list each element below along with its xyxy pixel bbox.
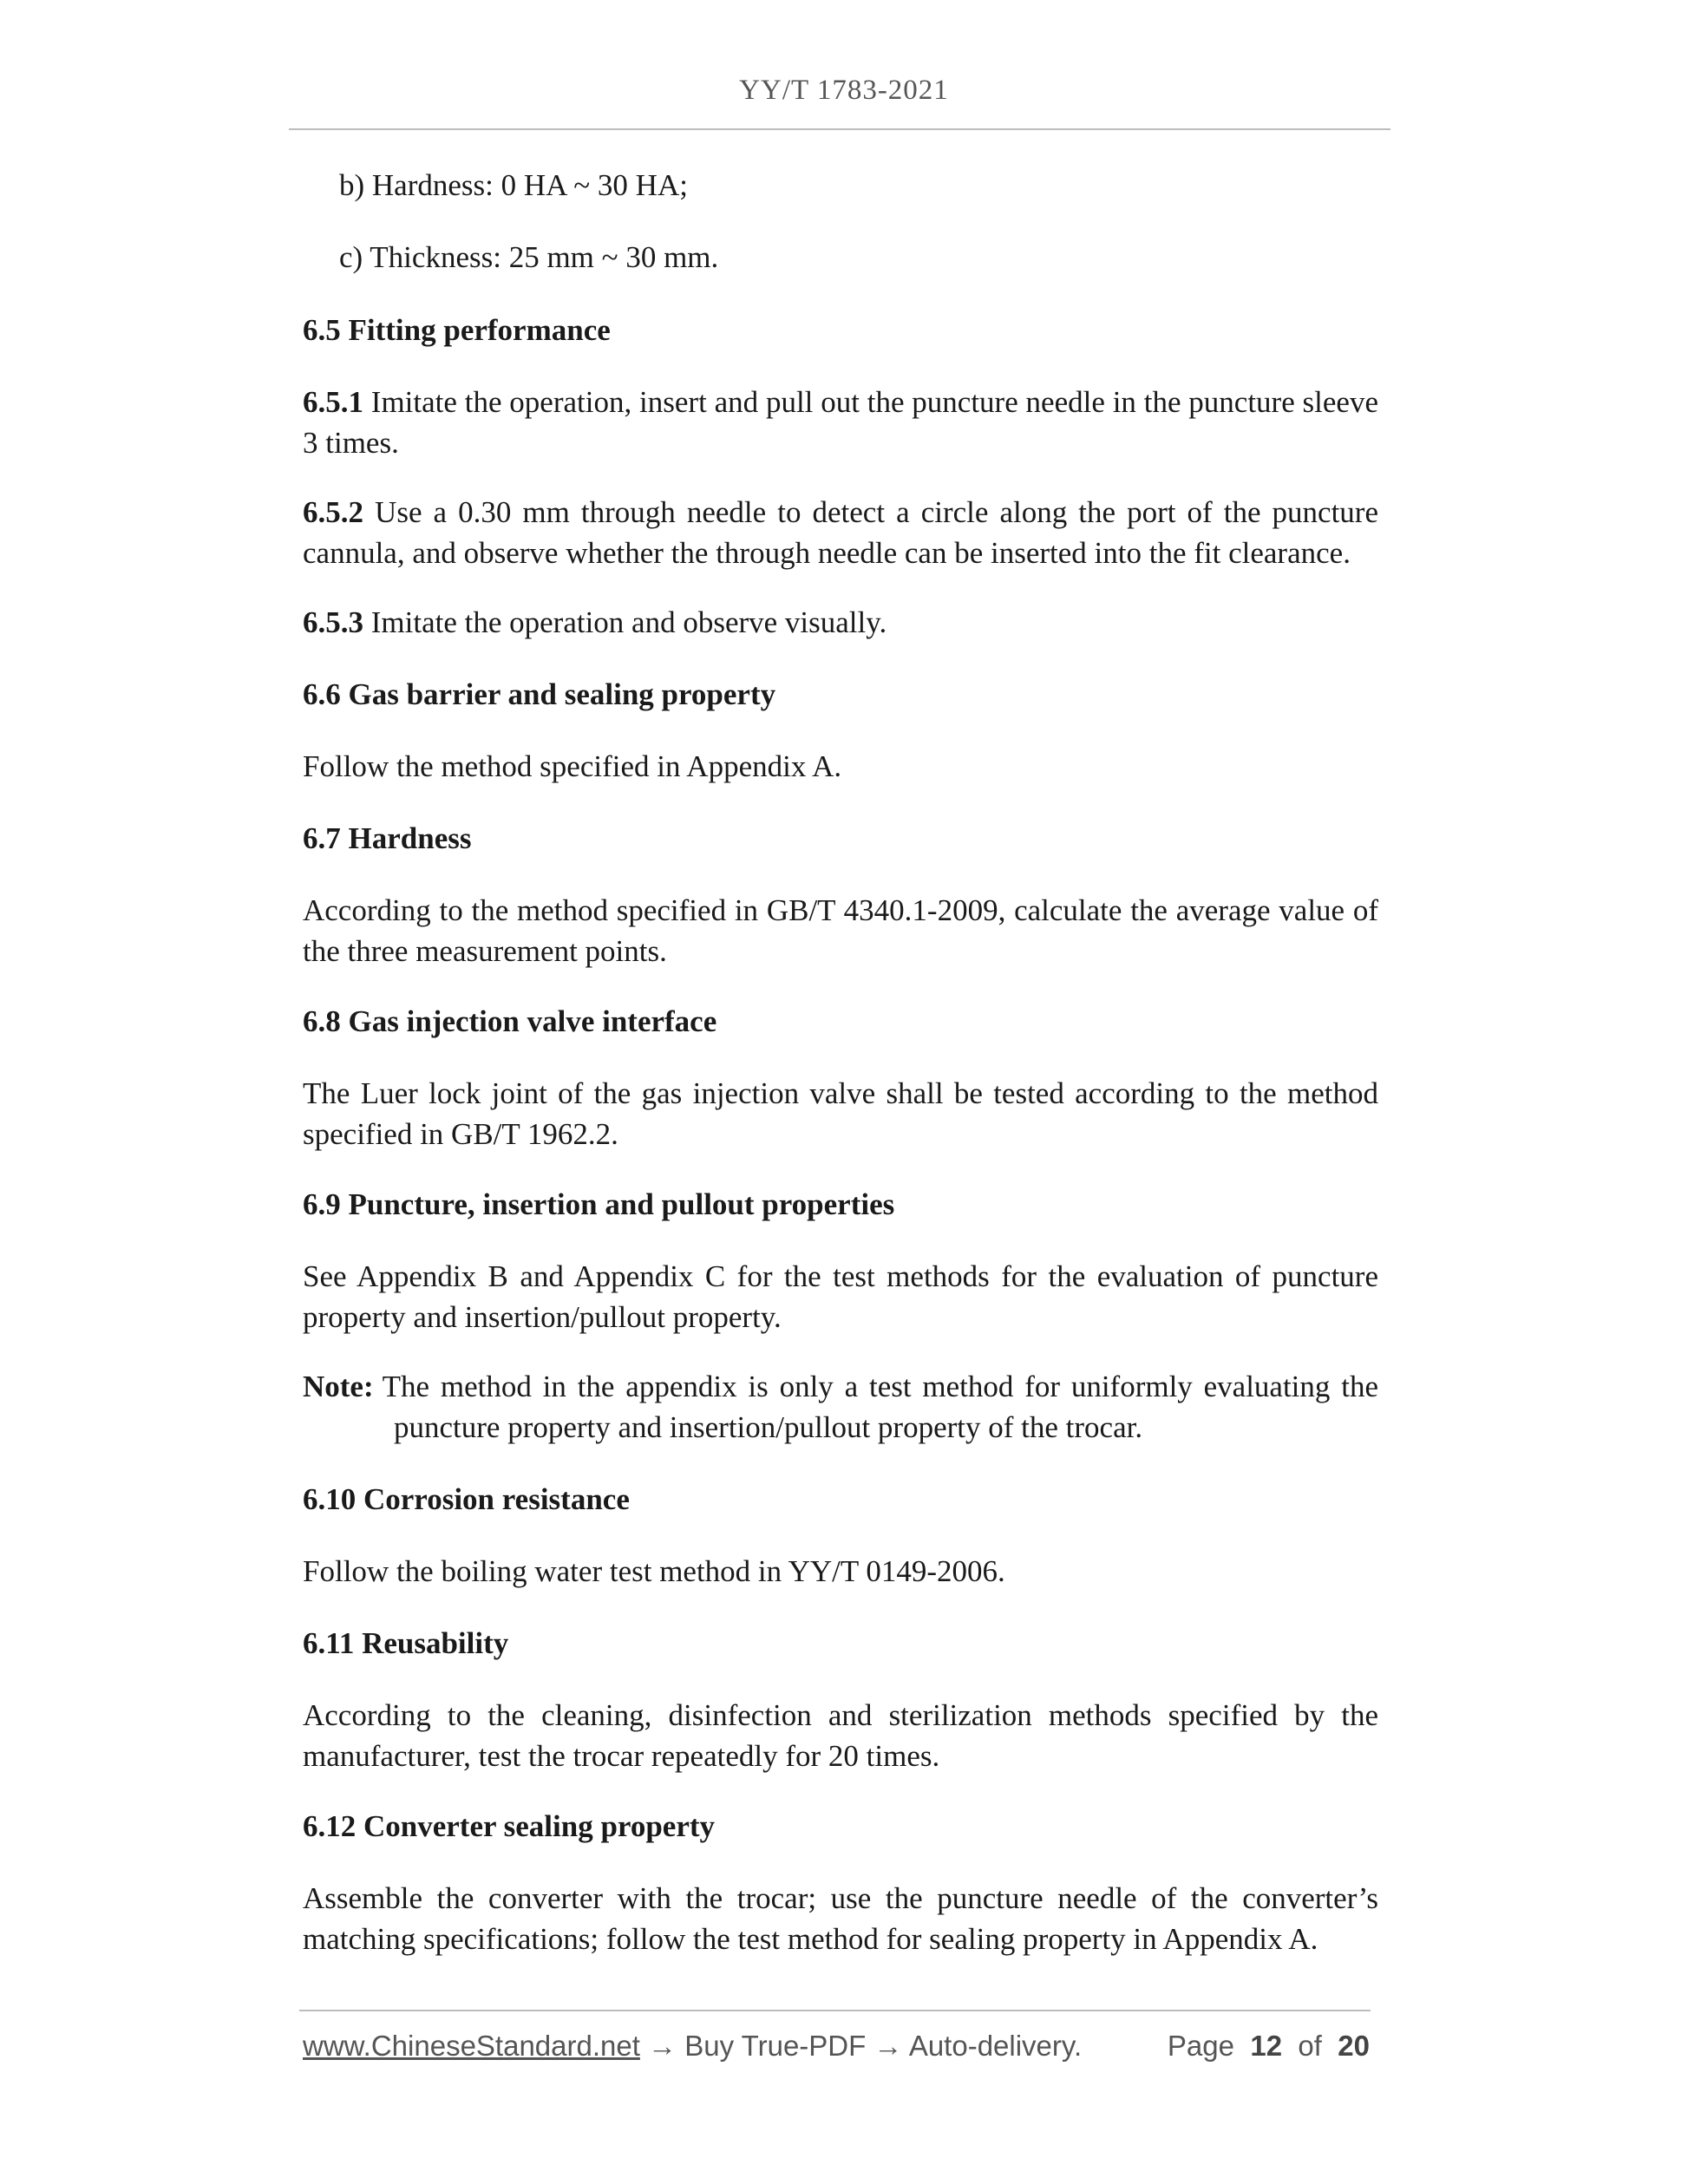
clause-text: Imitate the operation and observe visually. — [363, 605, 887, 639]
section-heading-6-9: 6.9 Puncture, insertion and pullout properties — [303, 1187, 895, 1221]
clause-text: Use a 0.30 mm through needle to detect a circle along the port of the puncture cannula, and observe whether the through needle can be inserted into the fit clearance. — [303, 495, 1378, 570]
section-heading-6-6: 6.6 Gas barrier and sealing property — [303, 677, 776, 711]
clause-number: 6.5.3 — [303, 605, 363, 639]
clause-6-5-3 — [303, 602, 1378, 643]
footer-divider — [299, 2010, 1371, 2011]
clause-number: 6.5.2 — [303, 495, 363, 529]
clause-6-5-1 — [303, 382, 1378, 463]
header-divider — [289, 128, 1390, 130]
note-label: Note: — [303, 1370, 374, 1403]
site-link[interactable]: www.ChineseStandard.net — [303, 2030, 640, 2062]
section-text-6-12: Assemble the converter with the trocar; use the puncture needle of the converter’s matching specifications; follow the test method for sealing property in Appendix A. — [303, 1881, 1378, 1956]
section-text-6-8: The Luer lock joint of the gas injection valve shall be tested according to the method specified in GB/T 1962.2. — [303, 1076, 1378, 1151]
document-body — [303, 165, 1378, 1959]
of-label: of — [1298, 2030, 1322, 2062]
current-page: 12 — [1250, 2030, 1283, 2062]
section-heading-6-12: 6.12 Converter sealing property — [303, 1809, 716, 1843]
clause-6-5-2 — [303, 492, 1378, 573]
page-label: Page — [1167, 2030, 1234, 2062]
total-pages: 20 — [1338, 2030, 1370, 2062]
promo-text: → Buy True-PDF → Auto-delivery. — [639, 2030, 1083, 2062]
section-text-6-11: According to the cleaning, disinfection and sterilization methods specified by the manufacturer, test the trocar repeatedly for 20 times. — [303, 1698, 1378, 1773]
section-text-6-10: Follow the boiling water test method in YY/T 0149-2006. — [303, 1554, 1005, 1588]
section-text-6-6: Follow the method specified in Appendix A. — [303, 749, 842, 783]
section-heading-6-8: 6.8 Gas injection valve interface — [303, 1004, 717, 1038]
document-header: YY/T 1783-2021 — [739, 75, 949, 106]
section-text-6-7: According to the method specified in GB/T 4340.1-2009, calculate the average value of the three measurement points. — [303, 893, 1378, 968]
clause-number: 6.5.1 — [303, 385, 363, 419]
section-text-6-9: See Appendix B and Appendix C for the test methods for the evaluation of puncture property and insertion/pullout property. — [303, 1259, 1378, 1334]
clause-text: Imitate the operation, insert and pull out the puncture needle in the puncture sleeve 3 times. — [303, 385, 1378, 460]
note-line-1: The method in the appendix is only a test method for uniformly evaluating the — [382, 1370, 1378, 1403]
list-item-b: b) Hardness: 0 HA ~ 30 HA; — [339, 168, 688, 202]
page-footer — [303, 2030, 1370, 2068]
section-heading-6-5: 6.5 Fitting performance — [303, 313, 611, 347]
note-line-2: puncture property and insertion/pullout property of the trocar. — [394, 1410, 1143, 1444]
note-block — [303, 1366, 1378, 1407]
section-heading-6-7: 6.7 Hardness — [303, 821, 472, 855]
list-item-c: c) Thickness: 25 mm ~ 30 mm. — [339, 240, 719, 274]
section-heading-6-10: 6.10 Corrosion resistance — [303, 1482, 630, 1516]
page-indicator — [1168, 2030, 1370, 2063]
section-heading-6-11: 6.11 Reusability — [303, 1626, 509, 1660]
footer-promo — [303, 2030, 1082, 2063]
